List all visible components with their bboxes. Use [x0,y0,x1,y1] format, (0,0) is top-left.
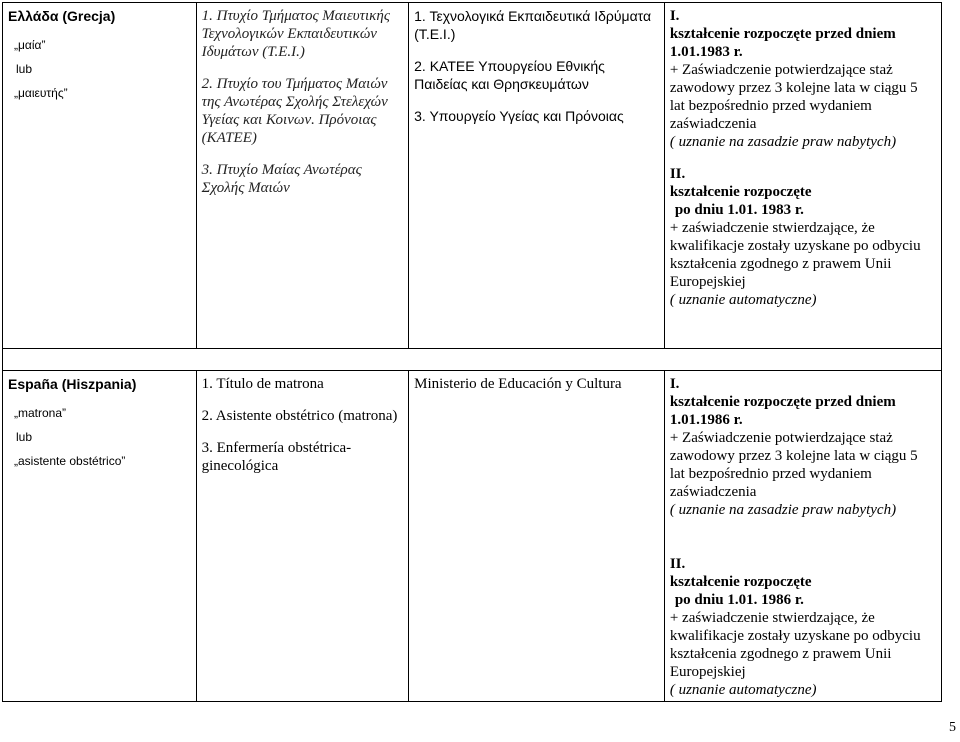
section-text: + zaświadczenie stwierdzające, że kwalifikacje zostały uzyskane po odbyciu kształcenia zgodnego z prawem Unii Europejskiej [669,220,921,290]
qualifications-table [2,2,942,702]
conditions-cell [664,3,941,349]
professional-title: „μαιευτής” [14,86,68,100]
professional-title: „asistente obstétrico” [14,454,126,468]
section-note: ( uznanie automatyczne) [669,292,817,308]
table-row-greece [3,3,942,349]
section-title: kształcenie rozpoczęte przed dniem 1.01.1986 r. [669,394,896,428]
section-note: ( uznanie automatyczne) [669,682,817,698]
issuing-body-cell [409,3,665,349]
section-note: ( uznanie na zasadzie praw nabytych) [669,134,897,150]
or-label: lub [16,62,33,76]
qualification-cell [196,3,409,349]
qualification-item: 1. Título de matrona [201,376,324,392]
professional-title: „μαία” [14,38,46,52]
section-text: + Zaświadczenie potwierdzające staż zawodowy przez 3 kolejne lata w ciągu 5 lat bezpośrednio przed wydaniem zaświadczenia [669,62,918,132]
section-number: I. [669,376,680,392]
country-cell [3,3,197,349]
professional-title: „matrona” [14,406,67,420]
section-text: + zaświadczenie stwierdzające, że kwalifikacje zostały uzyskane po odbyciu kształcenia zgodnego z prawem Unii Europejskiej [669,610,921,680]
issuing-body-item: 2. ΚΑΤΕΕ Υπουργείου Εθνικής Παιδείας και Θρησκευμάτων [414,58,605,92]
section-title: kształcenie rozpoczęte [669,184,812,200]
issuing-body-item: 3. Υπουργείο Υγείας και Πρόνοιας [414,108,624,124]
conditions-cell [664,371,941,702]
or-label: lub [16,430,33,444]
qualification-item: 2. Πτυχίο του Τμήματος Μαιών της Ανωτέρας Σχολής Στελεχών Υγείας και Κοινων. Πρόνοιας (ΚΑΤΕΕ) [201,76,388,146]
table-row-spain [3,371,942,702]
issuing-body-cell [409,371,665,702]
section-note: ( uznanie na zasadzie praw nabytych) [669,502,897,518]
spacer-cell [3,349,942,371]
qualification-item: 3. Πτυχίο Μαίας Ανωτέρας Σχολής Μαιών [201,162,362,196]
section-number: II. [669,556,686,572]
country-name: Ελλάδα (Grecja) [8,8,116,24]
qualification-cell [196,371,409,702]
qualification-item: 2. Asistente obstétrico (matrona) [201,408,398,424]
page-number: 5 [949,720,956,735]
issuing-body-item: Ministerio de Educación y Cultura [414,376,622,392]
qualification-item: 1. Πτυχίο Τμήματος Μαιευτικής Τεχνολογικών Εκπαιδευτικών Ιδυμάτων (Τ.Ε.Ι.) [201,8,390,60]
qualification-item: 3. Enfermería obstétrica-ginecológica [201,440,352,474]
section-number: I. [669,8,680,24]
section-title: po dniu 1.01. 1986 r. [674,592,804,608]
country-cell [3,371,197,702]
issuing-body-item: 1. Τεχνολογικά Εκπαιδευτικά Ιδρύματα (Τ.Ε.Ι.) [414,8,652,42]
section-number: II. [669,166,686,182]
section-title: kształcenie rozpoczęte [669,574,812,590]
section-title: kształcenie rozpoczęte przed dniem 1.01.1983 r. [669,26,896,60]
section-title: po dniu 1.01. 1983 r. [674,202,804,218]
spacer-row [3,349,942,371]
country-name: España (Hiszpania) [8,376,137,392]
section-text: + Zaświadczenie potwierdzające staż zawodowy przez 3 kolejne lata w ciągu 5 lat bezpośrednio przed wydaniem zaświadczenia [669,430,918,500]
